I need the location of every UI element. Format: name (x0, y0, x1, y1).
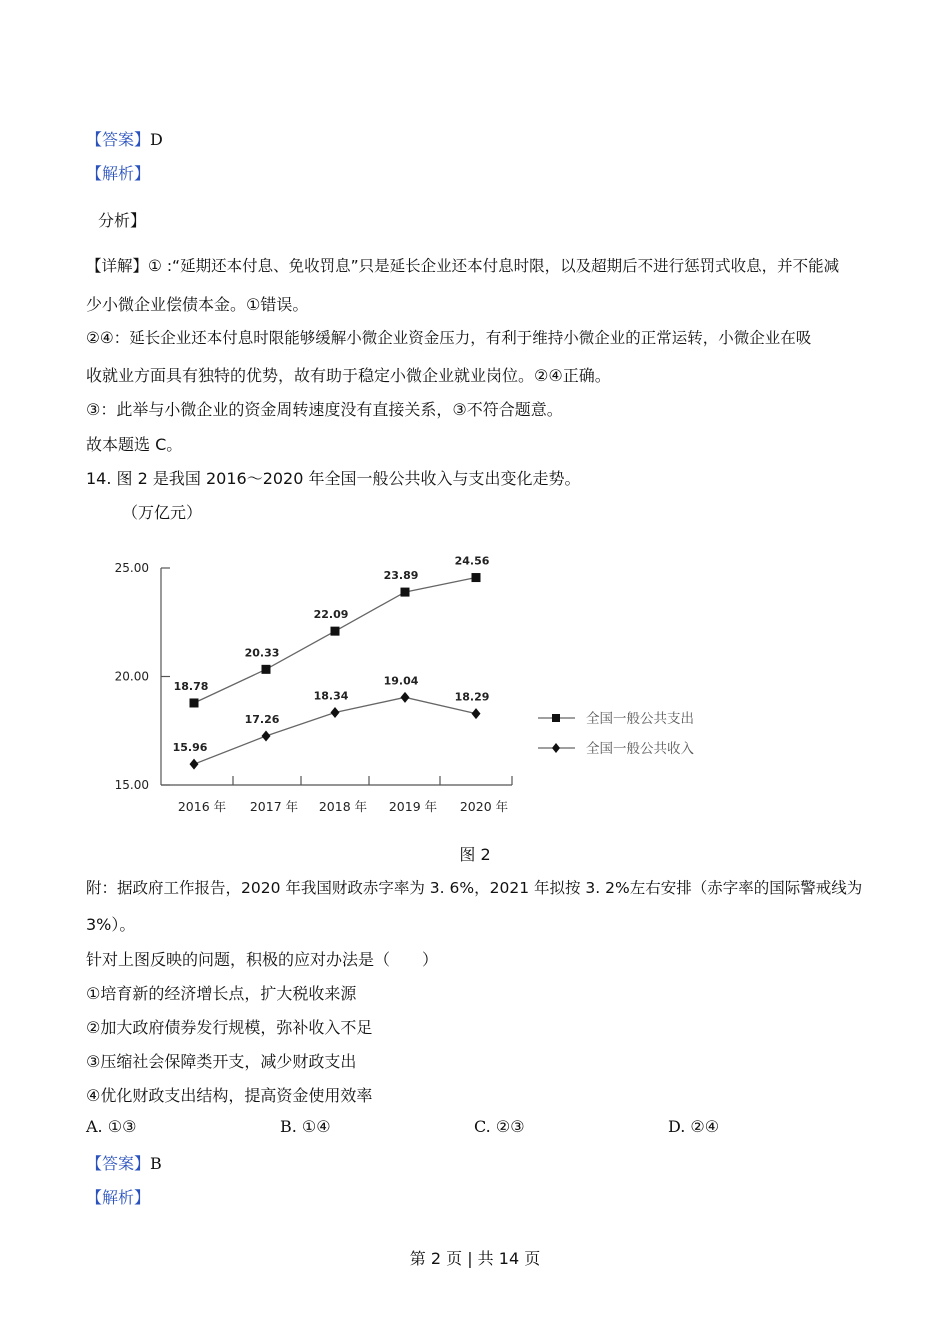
data-point-square (190, 698, 199, 707)
legend-label: 全国一般公共支出 (586, 711, 694, 727)
legend-marker-square (552, 714, 560, 722)
answer-value: D (150, 130, 163, 149)
q14-answer (86, 1151, 162, 1174)
figure-caption: 图 2 (459, 845, 491, 864)
data-label: 17.26 (244, 712, 280, 726)
q14-item-1: ①培育新的经济增长点，扩大税收来源 (86, 984, 357, 1003)
data-label: 15.96 (172, 741, 208, 755)
q14-note-line-1: 附：据政府工作报告，2020 年我国财政赤字率为 3. 6%，2021 年拟按 3. 2%左右安排（赤字率的国际警戒线为 (86, 879, 863, 897)
data-label: 18.29 (454, 690, 490, 704)
data-point-square (262, 665, 271, 674)
data-point-diamond (401, 692, 410, 703)
page-footer: 第 2 页 | 共 14 页 (409, 1249, 541, 1268)
chart-unit-label: （万亿元） (122, 503, 203, 522)
q13-analysis-tag: 【解析】 (86, 164, 151, 183)
y-tick-label: 25.00 (114, 561, 149, 575)
q13-detail-line-4: 收就业方面具有独特的优势，故有助于稳定小微企业就业岗位。②④正确。 (86, 366, 611, 385)
option-a: A. ①③ (86, 1117, 137, 1136)
data-point-diamond (262, 730, 271, 741)
option-b: B. ①④ (280, 1117, 331, 1136)
q14-item-2: ②加大政府债券发行规模，弥补收入不足 (86, 1018, 373, 1037)
data-point-square (472, 573, 481, 582)
q14-item-3: ③压缩社会保障类开支，减少财政支出 (86, 1052, 357, 1071)
data-label: 23.89 (383, 569, 419, 583)
q13-conclusion: 故本题选 C。 (86, 435, 183, 454)
line-chart (0, 540, 950, 830)
option-c: C. ②③ (474, 1117, 525, 1136)
data-label: 18.34 (313, 689, 349, 703)
data-label: 24.56 (454, 554, 490, 568)
answer-tag: 【答案】 (86, 1154, 151, 1173)
data-point-diamond (472, 708, 481, 719)
x-tick-label: 2017 年 (249, 799, 299, 814)
q13-detail-line-5: ③：此举与小微企业的资金周转速度没有直接关系，③不符合题意。 (86, 400, 563, 419)
data-point-square (401, 588, 410, 597)
data-label: 20.33 (244, 646, 280, 660)
answer-value: B (150, 1154, 162, 1173)
option-d: D. ②④ (668, 1117, 720, 1136)
x-tick-label: 2020 年 (459, 799, 509, 814)
q13-detail-line-3: ②④：延长企业还本付息时限能够缓解小微企业资金压力，有利于维持小微企业的正常运转，小微企业在吸 (86, 329, 812, 347)
q13-detail-line-1: 【详解】① :“延期还本付息、免收罚息”只是延长企业还本付息时限，以及超期后不进行惩罚式收息，并不能减 (86, 257, 840, 275)
series-line (194, 578, 476, 703)
data-label: 19.04 (383, 674, 419, 688)
data-point-diamond (190, 759, 199, 770)
data-label: 18.78 (173, 679, 209, 693)
x-tick-label: 2016 年 (177, 799, 227, 814)
data-point-square (331, 627, 340, 636)
x-tick-label: 2019 年 (388, 799, 438, 814)
data-point-diamond (331, 707, 340, 718)
data-label: 22.09 (313, 608, 349, 622)
q14-question: 针对上图反映的问题，积极的应对办法是（ ） (86, 950, 439, 969)
q13-answer (86, 127, 163, 150)
q14-item-4: ④优化财政支出结构，提高资金使用效率 (86, 1086, 373, 1105)
q14-stem: 14. 图 2 是我国 2016～2020 年全国一般公共收入与支出变化走势。 (86, 469, 581, 488)
y-tick-label: 20.00 (114, 669, 149, 684)
q14-note-line-2: 3%）。 (86, 915, 136, 934)
q13-analysis-sub: 分析】 (98, 211, 147, 230)
y-tick-label: 15.00 (114, 778, 149, 792)
legend-label: 全国一般公共收入 (586, 741, 694, 757)
q13-detail-line-2: 少小微企业偿债本金。①错误。 (86, 295, 309, 314)
x-tick-label: 2018 年 (318, 799, 368, 814)
q14-analysis-tag: 【解析】 (86, 1188, 151, 1207)
legend-marker-diamond (552, 743, 560, 753)
answer-tag: 【答案】 (86, 130, 151, 149)
